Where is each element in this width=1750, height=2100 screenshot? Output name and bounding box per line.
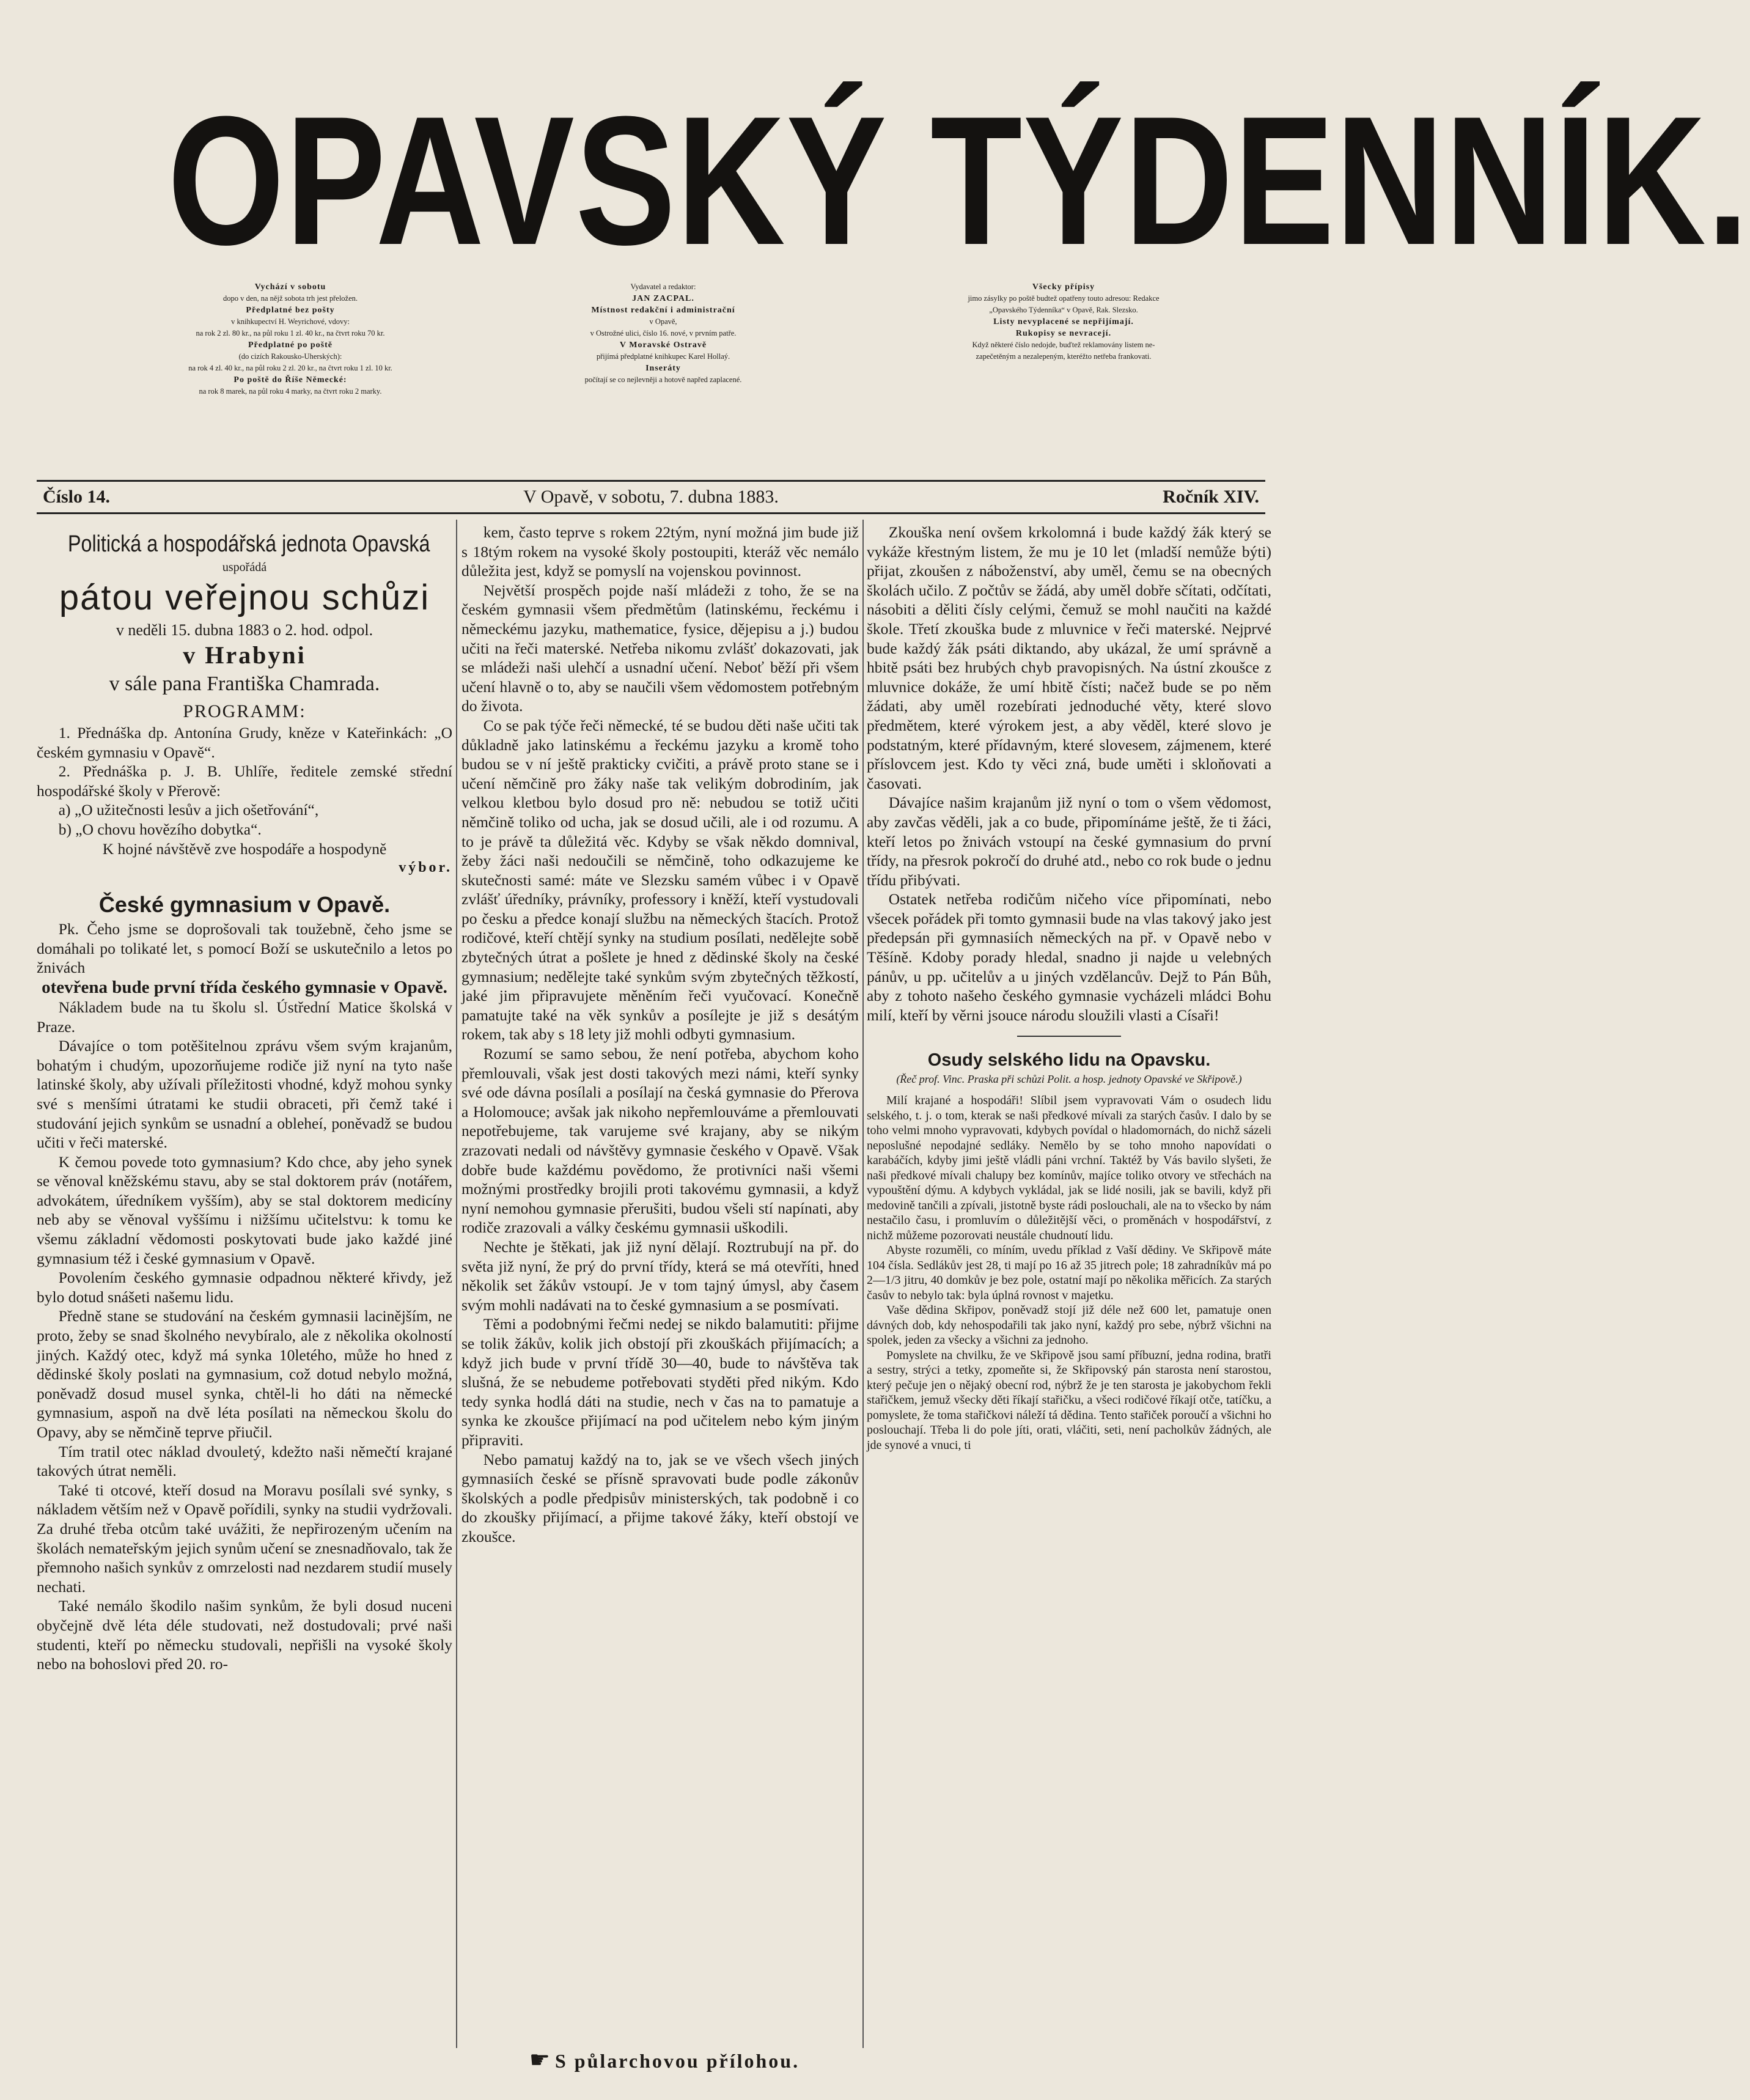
paragraph: Ostatek netřeba rodičům ničeho více připomínati, nebo všecek pořádek při tomto gymnasii bude na vlas takový jako jest předepsán při gymnasiích německých na př. v Opavě nebo v Těšíně. Kdoby porady hledal, snadno ji najde u velebných pánův, u pp. učitelův a u jiných vzdělancův. Dejž to Pán Bůh, aby z tohoto našeho českého gymnasie vycházeli mládci Bohu milí, kteří by věrni jsouce národu sloužili vlasti a Císaři! <box>867 890 1271 1024</box>
info-line: Všecky přípisy <box>1032 282 1095 292</box>
pointing-hand-icon: ☛ <box>529 2047 550 2073</box>
info-line: Po poště do Říše Německé: <box>233 375 347 385</box>
column-2 <box>461 523 859 1546</box>
gymnasium-col2-body <box>461 523 859 1546</box>
info-line: počítají se co nejlevněji a hotově napřed zaplacené. <box>584 375 742 384</box>
announcement-signature: výbor. <box>399 860 452 876</box>
info-line: v knihkupectví H. Weyrichové, vdovy: <box>231 317 350 326</box>
info-line: Když některé číslo nedojde, buďtež reklamovány listem ne- <box>972 341 1155 349</box>
paragraph: Také nemálo škodilo našim synkům, že byli dosud nuceni obyčejně dvě léta déle studovati, než dostudovali; prvé naši studenti, kteří po německu studovali, nepřišli na vysoké školy nebo na bohoslovi před 20. ro- <box>37 1597 452 1673</box>
issue-volume: Ročník XIV. <box>1163 487 1259 507</box>
osudy-title: Osudy selského lidu na Opavsku. <box>927 1050 1211 1070</box>
info-line: JAN ZACPAL. <box>632 294 694 303</box>
announcement-hall: v sále pana Františka Chamrada. <box>109 672 380 695</box>
program-item: a) „O užitečnosti lesův a jich ošetřování“, <box>58 801 319 819</box>
issue-date: V Opavě, v sobotu, 7. dubna 1883. <box>523 487 779 507</box>
info-line: přijímá předplatné knihkupec Karel Hollaý. <box>596 352 730 361</box>
paragraph: Pomyslete na chvilku, že ve Skřipově jsou samí příbuzní, jedna rodina, bratři a sestry, strýci a tetky, zpomeňte si, že Skřipovský pán starosta není starostou, který pečuje jen o nějaký obecní rod, nýbrž že je ten starosta je jakobychom řekli stařičkem, jemuž všecky děti říkají stařičku, a všeci rodičové říkají otče, tatíčku, a pomyslete, že toma stařičkovi náleží tá dědina. Tento stařiček poroučí a všichni ho poslouchají. Třeba li do pole jíti, orati, vláčiti, seti, není pacholkův žádných, ale jde synové a vnuci, ti <box>867 1348 1271 1452</box>
info-line: Předplatné bez pošty <box>246 306 335 315</box>
paragraph: Dávajíce o tom potěšitelnou zprávu všem svým krajanům, bohatým i chudým, upozorňujeme rodiče již nyní na tyto naše latinské školy, aby užívali příležitosti vhodné, když mohou synky své s menšími útratami ke studii obraceti, při čemž také i studování jejich synkům se usnadní a obleheí, poněvadž se budou učiti v řeči materské. <box>37 1037 452 1152</box>
info-line: Vychází v sobotu <box>254 282 326 292</box>
column-rule <box>456 520 457 2048</box>
paragraph: Také ti otcové, kteří dosud na Moravu posílali své synky, s nákladem větším než v Opavě pořídili, synky na studii vydržovali. Za druhé třeba otcům také uvážiti, že nepřirozeným učením na školách nemateřským jejich synům učení se znesnadňovalo, tak že přemnoho našich synkův z omrzelosti nad nezdarem studií musely nechati. <box>37 1481 452 1596</box>
paragraph: Abyste rozuměli, co míním, uvedu příklad z Vaší dědiny. Ve Skřipově máte 104 čísla. Sedlákův jest 28, ti mají po 16 až 35 jitrech pole; 18 zahradníkův má po 2—1/3 jitru, 40 domkův je bez pole, ostatní mají po několika měřicích. Za starých časův to nebylo tak: byla úplná rovnost v majetku. <box>867 1243 1271 1302</box>
announcement-closing: K hojné návštěvě zve hospodáře a hospodyně <box>102 839 387 858</box>
paragraph: Tím tratil otec náklad dvouletý, kdežto naši němečtí krajané takových útrat neměli. <box>37 1442 452 1480</box>
info-line: v Opavě, <box>649 317 677 326</box>
info-line: Vydavatel a redaktor: <box>630 282 696 291</box>
paragraph: Povolením českého gymnasie odpadnou některé křivdy, jež bylo dotud snášeti našemu lidu. <box>37 1269 452 1306</box>
paragraph: Největší prospěch pojde naší mládeži z toho, že se na českém gymnasii všem předmětům (latinskému, řeckému i německému jazyku, mathematice, fysice, dějepisu a j.) budou učiti na řeči materské. Netřeba nikomu zvlášť dokazovati, jak se mládeži naši ulehčí a usnadní učení. Neboť běží při všem učení hlavně o to, aby se naučili všem vědomostem potřebným do života. <box>461 581 859 715</box>
program-item: 2. Přednáška p. J. B. Uhlíře, ředitele zemské střední hospodářské školy v Přerově: <box>37 762 452 800</box>
gymnasium-col1-body <box>37 998 452 1674</box>
info-line: na rok 4 zl. 40 kr., na půl roku 2 zl. 20 kr., na čtvrt roku 1 zl. 10 kr. <box>188 364 392 372</box>
publisher-info <box>501 281 825 386</box>
osudy-body <box>867 1093 1271 1453</box>
osudy-note: (Řeč prof. Vinc. Praska při schůzi Polit. a hosp. jednoty Opavské ve Skřipově.) <box>896 1073 1242 1086</box>
paragraph: K čemou povede toto gymnasium? Kdo chce, aby jeho synek se věnoval kněžskému stavu, aby se stal doktorem práv (notářem, advokátem, úředníkem vyšším), aby se stal doktorem medicíny neb aby se věnoval vyššímu i nižšímu učitelstvu: k tomu ke všemu základní vědomosti poskytovati bude jako každé jiné gymnasium též i české gymnasium v Opavě. <box>37 1152 452 1267</box>
column-3 <box>867 523 1271 1453</box>
paragraph: Nebo pamatuj každý na to, jak se ve všech všech jiných gymnasiích české se přísně spravovati bude podle zákonův školských a podle předpisův ministerských, tak podobně i co do zkoušky přijímací, a přijme takové žáky, kteří obstojí ve zkoušce. <box>461 1450 859 1546</box>
info-line: (do cizích Rakousko-Uherských): <box>238 352 342 361</box>
issue-number: Číslo 14. <box>43 487 111 507</box>
announcement-event: pátou veřejnou schůzi <box>59 578 430 617</box>
subscription-info <box>92 281 489 397</box>
announcement-org: Politická a hospodářská jednota Opavská <box>68 531 430 557</box>
announcement <box>37 529 452 877</box>
info-line: v Ostrožné ulici, číslo 16. nové, v prvním patře. <box>590 329 737 337</box>
gymnasium-intro: Pk. Čeho jsme se doprošovali tak toužebně, čeho jsme se domáhali po tolikaté let, s pomocí Boží se uskutečnilo a letos po žnivách <box>37 920 452 977</box>
paragraph: Rozumí se samo sebou, že není potřeba, abychom koho přemlouvali, však jest dosti takových mezi námi, kteří synky své ode dávna posílali a posílají na česká gymnasie do Přerova a Holomouce; avšak jak nikoho nepřemlouváme a přemlouvati nepotřebujeme, tak varujeme své krajany, aby se nikým zrazovati nedali od návštěvy gymnasie českého v Opavě. Však dobře bude každému povědomo, že protivníci naši všemi možnými prostředky brojili proti takovému gymnasii, a když nyní nemohou gymnasie přerušiti, budou všeli stí napínati, aby rodiče zrazovali a války českému gymnasii uškodili. <box>461 1045 859 1237</box>
paragraph: Těmi a podobnými řečmi nedej se nikdo balamutiti: přijme se tolik žákův, kolik jich obstojí při zkouškách přijímacích; a když jich bude v první třídě 30—40, bude to návštěva tak slušná, že se nebudeme potřebovati styděti před nikým. Kdo tedy synka hodlá dáti na studie, nech v čas na to pamatuje a synka ke zkoušce přijímací na pod učitelem nebo kým jiným připraviti. <box>461 1315 859 1449</box>
article-divider <box>1017 1036 1121 1037</box>
gymnasium-heading: České gymnasium v Opavě. <box>98 892 391 918</box>
info-line: Místnost redakční i administrační <box>591 306 735 315</box>
issue-bar <box>37 480 1265 514</box>
column-rule <box>862 520 864 2048</box>
gymnasium-col3-body <box>867 523 1271 1025</box>
info-line: Listy nevyplacené se nepřijímají. <box>993 317 1134 326</box>
paragraph: Dávajíce našim krajanům již nyní o tom o všem vědomost, aby zavčas věděli, jak a co bude, připomínáme ještě, že ti žáci, kteří letos po žnivách vstoupí na české gymnasium do první třídy, na přesrok pokročí do druhé atd., nebo co rok bude o jednu třídu přibývati. <box>867 794 1271 889</box>
supplement-text: S půlarchovou přílohou. <box>555 2050 800 2072</box>
info-line: Předplatné po poště <box>248 341 333 350</box>
column-1 <box>37 523 452 1674</box>
info-line: na rok 2 zl. 80 kr., na půl roku 1 zl. 40 kr., na čtvrt roku 70 kr. <box>196 329 385 337</box>
program-item: 1. Přednáška dp. Antonína Grudy, kněze v Kateřinkách: „O českém gymnasiu v Opavě“. <box>37 724 452 761</box>
info-line: „Opavského Týdenníka“ v Opavě, Rak. Slezsko. <box>989 306 1138 314</box>
paragraph: Nákladem bude na tu školu sl. Ústřední Matice školská v Praze. <box>37 998 452 1036</box>
masthead-title: OPAVSKÝ TÝDENNÍK. <box>167 78 1750 283</box>
info-line: zapečetěným a nezalepeným, kteréžto netřeba frankovati. <box>976 352 1152 361</box>
program-item: b) „O chovu hovězího dobytka“. <box>58 820 262 838</box>
paragraph: kem, často teprve s rokem 22tým, nyní možná jim bude již s 18tým rokem na vysoké školy postoupiti, kteráž věc nemálo důležita jest, když se pomyslí na vojenskou povinnost. <box>461 523 859 580</box>
announcement-pre: uspořádá <box>222 561 267 574</box>
supplement-note <box>0 2048 1329 2073</box>
info-line: V Moravské Ostravě <box>619 341 707 350</box>
gymnasium-bold-line: otevřena bude první třída českého gymnasie v Opavě. <box>42 977 447 997</box>
correspondence-info <box>856 281 1271 363</box>
paragraph: Nechte je štěkati, jak již nyní dělají. Roztrubují na př. do světa již nyní, že prý do první třídy, která se má otevříti, hned několik set žákův vstoupí. Je v tom tajný úmysl, aby časem svým mohli nadávati na to české gymnasium a se posmívati. <box>461 1237 859 1314</box>
paragraph: Co se pak týče řeči německé, té se budou děti naše učiti tak důkladně jako latinskému a řeckému jazyku a kromě toho budou se v ní ještě prakticky cvičiti, a právě proto stane se i učení němčině pro žáky naše tak velikým dobrodiním, jak velkou kletbou bylo dosud pro ně: nebudou se totiž učiti němčině toliko od ucha, jak se dosud učili, ale i od rozumu. A to je právě ta důležitá věc. Kdyby se však někdo domnival, žeby žáci naši nedoučili se němčině, toho odkazujeme ke skutečnosti samé: máte ve Slezsku samém vůbec i v Opavě zvlášť úředníky, právníky, professory i kněží, kteří vystudovali po česku a předce konají službu na německých štacích. Protož rodičové, kteří chtějí synky na studium posílati, nedělejte sobě zbytečných útrat a pošlete je hned z dědinské školy na české gymnasium; nedělejte také synkům svým zbytečných těžkostí, jaké jim připravujete měněním řeči vyučovací. Konečně pamatujte také na věk synkův a posílejte je již s desátým rokem, tak aby s 18 lety již mohli odbyti gymnasium. <box>461 716 859 1044</box>
info-line: dopo v den, na nějž sobota trh jest přeložen. <box>222 294 358 303</box>
announcement-place: v Hrabyni <box>183 641 306 669</box>
paragraph: Vaše dědina Skřipov, poněvadž stojí již déle než 600 let, pamatuje onen dávných dob, kdy nehospodařili tak jako nyní, každý pro sebe, nýbrž všichni na spolek, jeden za všecky a všichni za jednoho. <box>867 1303 1271 1347</box>
info-line: Inseráty <box>645 364 681 373</box>
paragraph: Milí krajané a hospodáři! Slíbil jsem vypravovati Vám o osudech lidu selského, t. j. o tom, kterak se naši předkové mívali za starých časův. I dalo by se toho velmi mnoho vypravovati, kdybych povídal o hladomornách, do nichž sázeli neposlušné nepodajné sedláky. Nemělo by se toho mnoho napovídati o karabáčích, kdyby jimi ještě vládli páni vrchní. Taktéž by Vás bavilo slyšeti, že naši předkové mívali chalupy bez komínův, majíce toliko otvory ve střechách na vypouštění dýmu. A kdybych vykládal, jak se lidé nosili, jak se bavili, když při medovině tančili a zpívali, jistotně byste rádi poslouchali, ale na to všecko by nám nestačilo času, i promluvím o důležitější věci, o proměnách v hospodářství, z nichž můžeme pozorovati neustále chudnoutí lidu. <box>867 1094 1271 1242</box>
announcement-program-head: PROGRAMM: <box>183 701 306 721</box>
info-line: jimo zásylky po poště budtež opatřeny touto adresou: Redakce <box>968 294 1160 303</box>
info-line: Rukopisy se nevracejí. <box>1015 329 1112 338</box>
announcement-when: v neděli 15. dubna 1883 o 2. hod. odpol. <box>116 621 373 639</box>
paragraph: Předně stane se studování na českém gymnasii lacinějším, ne proto, žeby se snad školného nevybíralo, ale z několika okolností jiných. Každý otec, když má synka 10letého, může ho hned z dědinské školy poslati na gymnasium, což dotud nebylo možná, poněvadž dosud musel synka, chtěl-li ho dáti na německé gymnasium, aspoň na dvě léta posílati na německou školu do Opavy, aby se němčině teprve přiučil. <box>37 1307 452 1441</box>
info-line: na rok 8 marek, na půl roku 4 marky, na čtvrt roku 2 marky. <box>199 387 382 396</box>
paragraph: Zkouška není ovšem krkolomná i bude každý žák který se vykáže křestným listem, že mu je 10 let (mladší nemůže býti) přijat, zkoušen z náboženství, aby uměl, čemu se na obecných školách učilo. Z počtův se žádá, aby uměl dobře sčítati, odčítati, násobiti a děliti čísly celými, čemuž se mohl naučiti na každé škole. Třetí zkouška bude z mluvnice v řeči materské. Nejprvé bude každý žák psáti diktando, aby ukázal, že umí správně a hbitě psáti bez hrubých chyb pravopisných. Na ústní zkoušce z mluvnice dokáže, že umí hbitě čísti; načež bude se po něm žádati, aby uměl rozebírati jednoduché věty, které slovo předmětem, které výrokem jest, a aby věděl, které slovo je podstatným, které přídavným, které slovesem, zájmenem, které příslovcem jest. Kdo ty věci zná, bude uměti i skloňovati a časovati. <box>867 523 1271 792</box>
